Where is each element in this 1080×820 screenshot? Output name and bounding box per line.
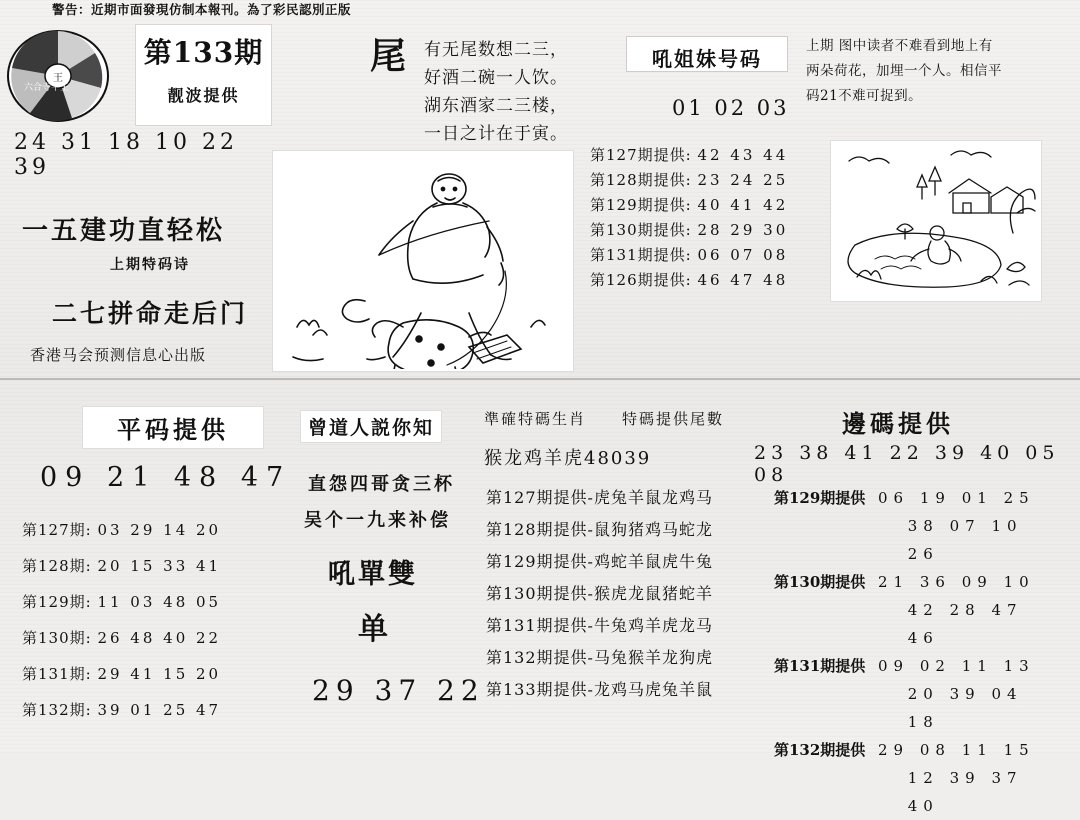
history-label: 第127期提供: [590,146,698,164]
zodiac-history-list [486,482,746,706]
list-item [590,143,790,168]
history-label: 第129期: [22,593,98,611]
list-item [22,548,272,584]
history-label: 第130期提供: [590,221,698,239]
issue-number: 第133期 [143,36,264,69]
history-numbers: 42 43 44 [697,146,789,164]
list-item: 第133期提供-龙鸡马虎兔羊鼠 [486,680,713,699]
history-numbers: 23 24 25 [697,171,789,189]
left-slogan-first: 一五建功直轻松 [22,216,226,246]
yin-yang-disc-icon [6,28,116,128]
history-label: 第128期: [22,557,98,575]
section-divider [0,378,1080,380]
bianma-history-table [774,484,1064,820]
wei-poem: 有无尾数想二三，好酒二碗一人饮。湖东酒家二三楼，一日之计在于寅。 [424,40,568,144]
list-item [590,218,790,243]
list-item [590,168,790,193]
history-numbers: 28 29 30 [697,221,789,239]
history-label: 第131期提供: [590,246,698,264]
zodiac-current-line: 猴龙鸡羊虎48039 [484,448,652,469]
table-row [774,512,1064,568]
zengdao-title: 曾道人説你知 [300,410,442,443]
list-item: 第129期提供-鸡蛇羊鼠虎牛兔 [486,552,713,571]
list-item [22,692,272,728]
history-numbers: 20 15 33 41 [97,557,222,575]
row-numbers: 09 02 11 13 [878,657,1035,675]
list-item [22,656,272,692]
row-label: 第131期提供 [774,657,866,675]
row-label: 第129期提供 [774,489,866,507]
sisters-numbers: 01 02 03 [672,96,790,120]
zengdao-odd-even-value: 单 [358,612,388,647]
topright-commentary: 上期 图中读者不难看到地上有两朵荷花，加埋一个人。相信平码21不难可捉到。 [806,38,1002,104]
issue-provider: 靓波提供 [167,86,240,105]
table-row [774,680,1064,736]
row-numbers: 12 39 37 40 [907,769,1023,815]
zengdao-line-2: 吴个一九来补偿 [304,510,451,531]
pond-scene-illustration [830,140,1042,302]
table-row [774,484,1064,512]
row-label: 第130期提供 [774,573,866,591]
table-row [774,568,1064,596]
sisters-history-list [590,143,790,293]
zengdao-line-1: 直怨四哥贪三杯 [308,474,455,495]
list-item [22,512,272,548]
list-item [22,620,272,656]
history-label: 第130期: [22,629,98,647]
wei-heading: 尾 [370,35,407,77]
history-numbers: 06 07 08 [697,246,789,264]
svg-text:六合寺平王: 六合寺平王 [24,83,70,93]
table-row [774,596,1064,652]
zengdao-numbers: 29 37 22 [312,674,485,707]
list-item: 第132期提供-马兔猴羊龙狗虎 [486,648,713,667]
list-item [22,584,272,620]
sisters-title-box [626,36,788,72]
history-numbers: 03 29 14 20 [97,521,222,539]
history-numbers: 39 01 25 47 [97,701,222,719]
left-poem-label: 上期特码诗 [110,257,190,273]
running-man-with-dog-illustration [272,150,574,372]
sisters-title: 吼姐妹号码 [652,47,762,71]
list-item [590,193,790,218]
history-numbers: 46 47 48 [697,271,789,289]
list-item: 第128期提供-鼠狗猪鸡马蛇龙 [486,520,713,539]
bianma-numbers: 23 38 41 22 39 40 05 08 [754,442,1060,486]
history-numbers: 40 41 42 [697,196,789,214]
history-numbers: 26 48 40 22 [97,629,222,647]
history-numbers: 29 41 15 20 [97,665,222,683]
row-numbers: 20 39 04 18 [907,685,1023,731]
left-number-row: 24 31 18 10 22 39 [14,130,238,180]
publisher-text: 香港马会预测信息心出版 [30,346,207,364]
table-row [774,764,1064,820]
zodiac-head-left: 準確特碼生肖 [484,410,587,428]
row-numbers: 38 07 10 26 [907,517,1023,563]
history-label: 第128期提供: [590,171,698,189]
row-numbers: 06 19 01 25 [878,489,1035,507]
left-slogan-second: 二七拼命走后门 [52,299,249,328]
history-numbers: 11 03 48 05 [97,593,222,611]
list-item: 第130期提供-猴虎龙鼠猪蛇羊 [486,584,713,603]
row-numbers: 21 36 09 10 [878,573,1035,591]
history-label: 第126期提供: [590,271,698,289]
list-item [590,243,790,268]
pingma-history-list [22,512,272,728]
pingma-numbers: 09 21 48 47 [40,462,292,493]
row-label: 第132期提供 [774,741,866,759]
table-row [774,736,1064,764]
list-item: 第131期提供-牛兔鸡羊虎龙马 [486,616,713,635]
pingma-title: 平码提供 [82,406,264,449]
row-numbers: 29 08 11 15 [878,741,1035,759]
zengdao-odd-even-label: 吼單雙 [328,559,418,590]
warning-text: 警告：近期市面發現仿制本報刊。為了彩民認別正版 [52,2,352,17]
zodiac-head-right: 特碼提供尾數 [622,410,725,428]
list-item: 第127期提供-虎兔羊鼠龙鸡马 [486,488,713,507]
row-numbers: 42 28 47 46 [907,601,1023,647]
history-label: 第127期: [22,521,98,539]
list-item [590,268,790,293]
history-label: 第129期提供: [590,196,698,214]
issue-block [135,24,272,126]
history-label: 第131期: [22,665,98,683]
history-label: 第132期: [22,701,98,719]
svg-text:王: 王 [53,73,63,84]
table-row [774,652,1064,680]
bianma-title: 邊碼提供 [842,409,954,438]
